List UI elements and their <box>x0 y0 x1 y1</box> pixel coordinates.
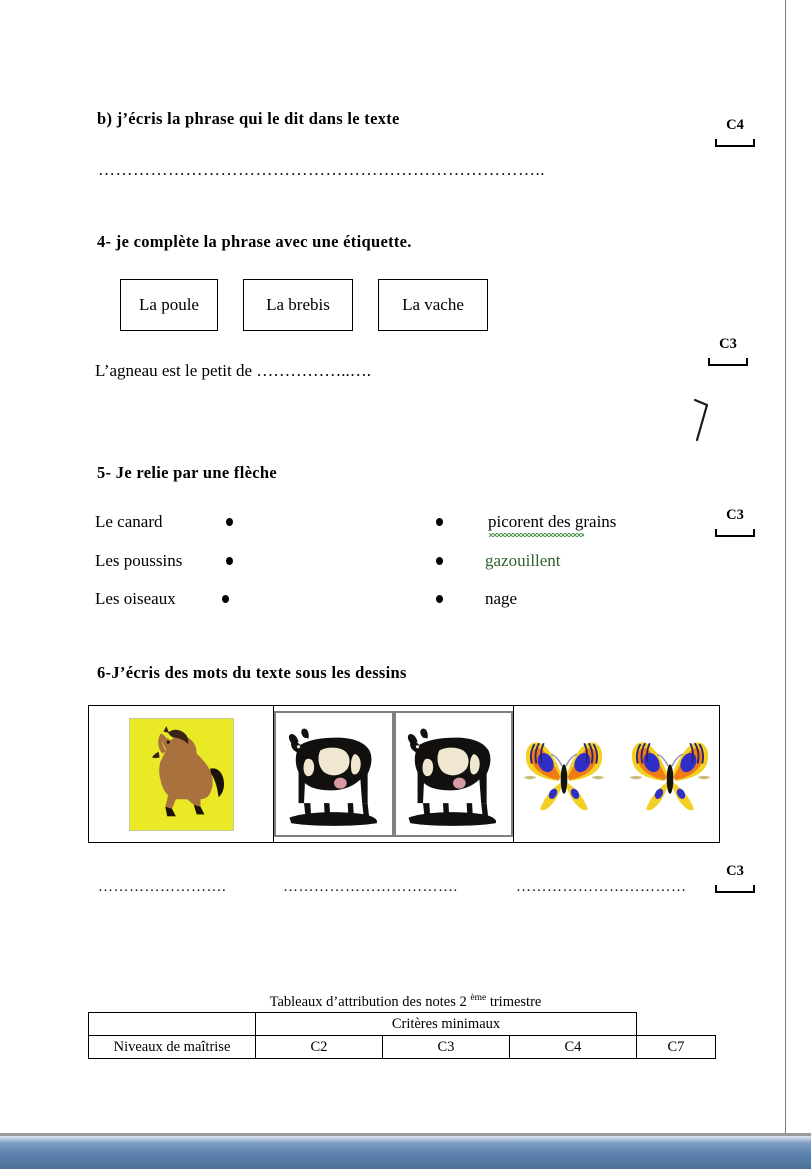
marker-c3-exercise5 <box>712 508 758 537</box>
marker-c4 <box>712 118 758 147</box>
cow-frame-left <box>274 711 394 837</box>
exercise-6-answer-line-3[interactable]: …………………………… <box>516 879 687 895</box>
exercise-4-sentence[interactable]: L’agneau est le petit de ……………..…. <box>95 361 372 380</box>
exercise-6-answer-line-2[interactable]: ……………………………. <box>283 879 458 895</box>
spellcheck-underline <box>489 533 584 537</box>
table-header-criteria: Critères minimaux <box>256 1013 637 1036</box>
page-right-border <box>785 0 786 1133</box>
cow-illustration-icon <box>403 718 503 830</box>
images-strip <box>88 705 720 843</box>
image-cell-cows <box>274 706 514 842</box>
match-right-dot-picorent[interactable] <box>436 518 443 526</box>
butterfly-illustration-icon <box>518 735 610 814</box>
marker-c3-exercise4 <box>705 337 751 366</box>
table-cell-c4: C4 <box>509 1036 636 1059</box>
exercise-5-heading: 5- Je relie par une flèche <box>97 463 277 482</box>
notes-caption-tail: trimestre <box>486 993 542 1010</box>
match-right-dot-gazouillent[interactable] <box>436 557 443 565</box>
notes-table-caption <box>0 993 811 1011</box>
horse-plate <box>129 718 234 831</box>
match-left-item-canard[interactable]: Le canard <box>95 512 163 531</box>
notes-table <box>88 1012 716 1059</box>
match-left-item-oiseaux[interactable]: Les oiseaux <box>95 589 176 608</box>
horse-illustration-icon <box>134 723 229 826</box>
notes-caption-ordinal: ème <box>470 993 487 1003</box>
butterfly-illustration-icon <box>624 735 716 814</box>
table-cell-levels-label: Niveaux de maîtrise <box>89 1036 256 1059</box>
marker-c3-exercise4-label: C3 <box>719 336 737 352</box>
etiquette-option-brebis[interactable]: La brebis <box>243 279 353 331</box>
match-left-dot-canard[interactable] <box>226 518 233 526</box>
table-row <box>89 1013 716 1036</box>
match-right-item-gazouillent[interactable]: gazouillent <box>485 551 561 570</box>
match-left-item-poussins[interactable]: Les poussins <box>95 551 183 570</box>
exercise-6-answer-line-1[interactable]: ……………………. <box>98 879 227 895</box>
match-left-dot-oiseaux[interactable] <box>222 595 229 603</box>
marker-bracket-icon <box>712 882 758 893</box>
exercise-4-heading: 4- je complète la phrase avec une étiquette. <box>97 232 412 251</box>
table-cell-empty <box>89 1013 256 1036</box>
exercise-b-answer-line[interactable]: ………………………………………………………………….. <box>98 160 545 179</box>
table-row <box>89 1036 716 1059</box>
marker-bracket-icon <box>712 526 758 537</box>
notes-caption-main: Tableaux d’attribution des notes 2 <box>269 993 471 1010</box>
marker-bracket-icon <box>705 355 751 366</box>
table-cell-c2: C2 <box>256 1036 383 1059</box>
cow-frame-right <box>394 711 514 837</box>
image-cell-horse <box>89 706 274 842</box>
exercise-6-heading: 6-J’écris des mots du texte sous les dessins <box>97 663 407 682</box>
marker-c4-label: C4 <box>726 117 744 133</box>
match-right-item-nage[interactable]: nage <box>485 589 518 608</box>
etiquette-option-vache[interactable]: La vache <box>378 279 488 331</box>
match-right-item-picorent[interactable]: picorent des grains <box>488 512 617 531</box>
table-cell-c7: C7 <box>636 1036 715 1059</box>
match-right-dot-nage[interactable] <box>436 595 443 603</box>
marker-c3-exercise5-label: C3 <box>726 507 744 523</box>
stray-pen-mark-icon <box>693 398 711 442</box>
etiquette-option-poule[interactable]: La poule <box>120 279 218 331</box>
marker-c3-exercise6 <box>712 864 758 893</box>
viewer-bottom-band <box>0 1136 811 1169</box>
table-cell-spacer <box>636 1013 715 1036</box>
image-cell-butterflies <box>514 706 719 842</box>
marker-c3-exercise6-label: C3 <box>726 863 744 879</box>
match-left-dot-poussins[interactable] <box>226 557 233 565</box>
exercise-b-heading: b) j’écris la phrase qui le dit dans le texte <box>97 109 400 128</box>
marker-bracket-icon <box>712 136 758 147</box>
cow-illustration-icon <box>284 718 384 830</box>
table-cell-c3: C3 <box>382 1036 509 1059</box>
